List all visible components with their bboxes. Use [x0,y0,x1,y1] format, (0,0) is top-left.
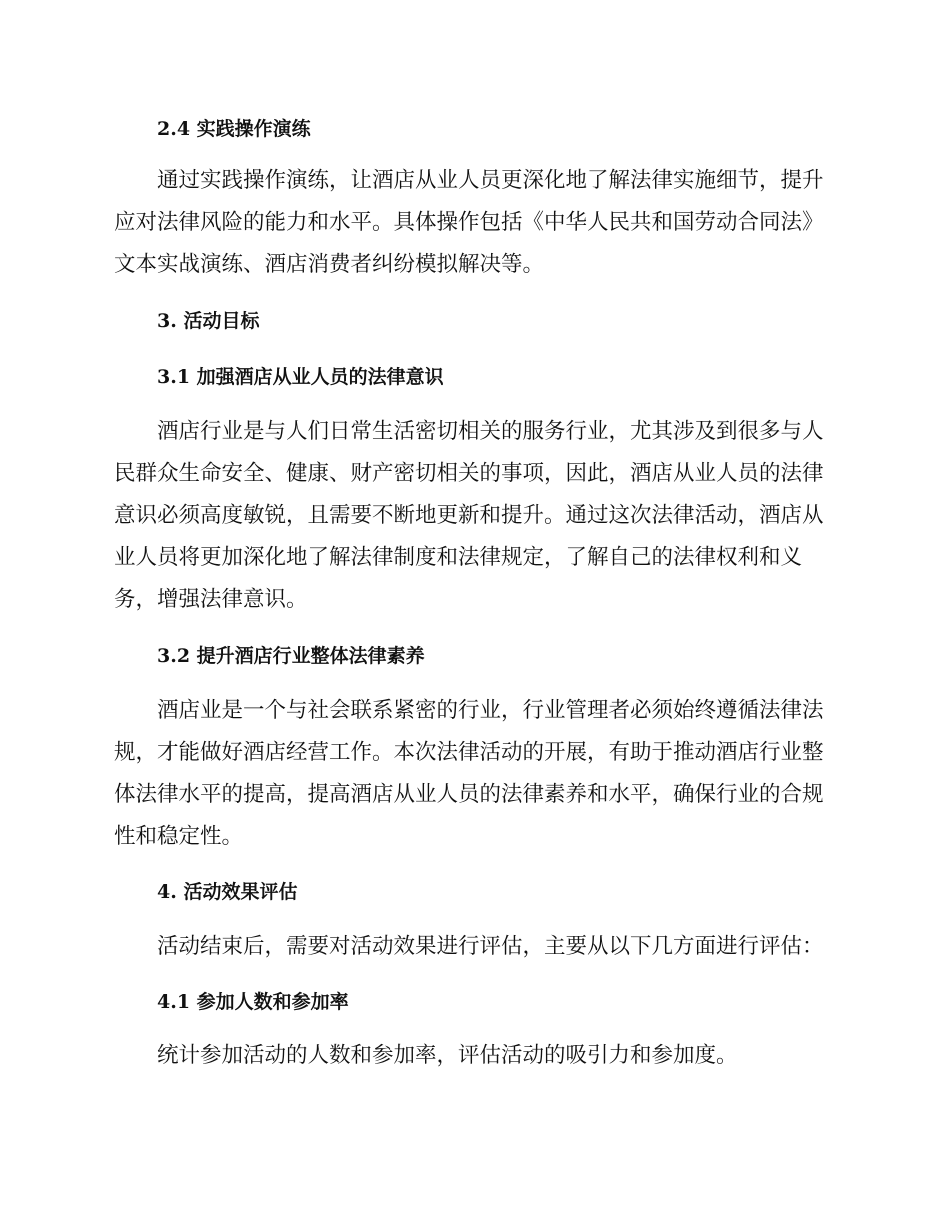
paragraph-line: 活动结束后，需要对活动效果进行评估，主要从以下几方面进行评估： [157,934,824,959]
paragraph-4-1 [114,1035,836,1077]
section-heading-3-2: 3.2 提升酒店行业整体法律素养 [157,645,425,667]
paragraph-3-2 [114,690,836,858]
paragraph-line: 规，才能做好酒店经营工作。本次法律活动的开展，有助于推动酒店行业整 [114,740,824,765]
paragraph-line: 酒店业是一个与社会联系紧密的行业，行业管理者必须始终遵循法律法 [157,698,824,723]
paragraph-line: 酒店行业是与人们日常生活密切相关的服务行业，尤其涉及到很多与人 [157,419,824,444]
section-heading-3-1: 3.1 加强酒店从业人员的法律意识 [157,366,444,388]
paragraph-line: 统计参加活动的人数和参加率，评估活动的吸引力和参加度。 [157,1043,738,1068]
section-heading-4-1: 4.1 参加人数和参加率 [157,991,349,1013]
paragraph-line: 体法律水平的提高，提高酒店从业人员的法律素养和水平，确保行业的合规 [114,782,824,807]
section-heading-4: 4. 活动效果评估 [157,881,298,903]
paragraph-line: 业人员将更加深化地了解法律制度和法律规定，了解自己的法律权利和义 [114,545,803,570]
paragraph-line: 文本实战演练、酒店消费者纠纷模拟解决等。 [114,252,545,277]
paragraph-line: 意识必须高度敏锐，且需要不断地更新和提升。通过这次法律活动，酒店从 [114,503,824,528]
section-heading-2-4: 2.4 实践操作演练 [157,118,311,140]
paragraph-line: 民群众生命安全、健康、财产密切相关的事项，因此，酒店从业人员的法律 [114,461,824,486]
paragraph-line: 性和稳定性。 [114,824,244,849]
paragraph-line: 应对法律风险的能力和水平。具体操作包括《中华人民共和国劳动合同法》 [114,210,824,235]
paragraph-4 [114,926,836,968]
paragraph-2-4 [114,160,836,286]
paragraph-3-1 [114,411,836,621]
paragraph-line: 通过实践操作演练，让酒店从业人员更深化地了解法律实施细节，提升 [157,168,824,193]
section-heading-3: 3. 活动目标 [157,310,260,332]
paragraph-line: 务，增强法律意识。 [114,587,308,612]
